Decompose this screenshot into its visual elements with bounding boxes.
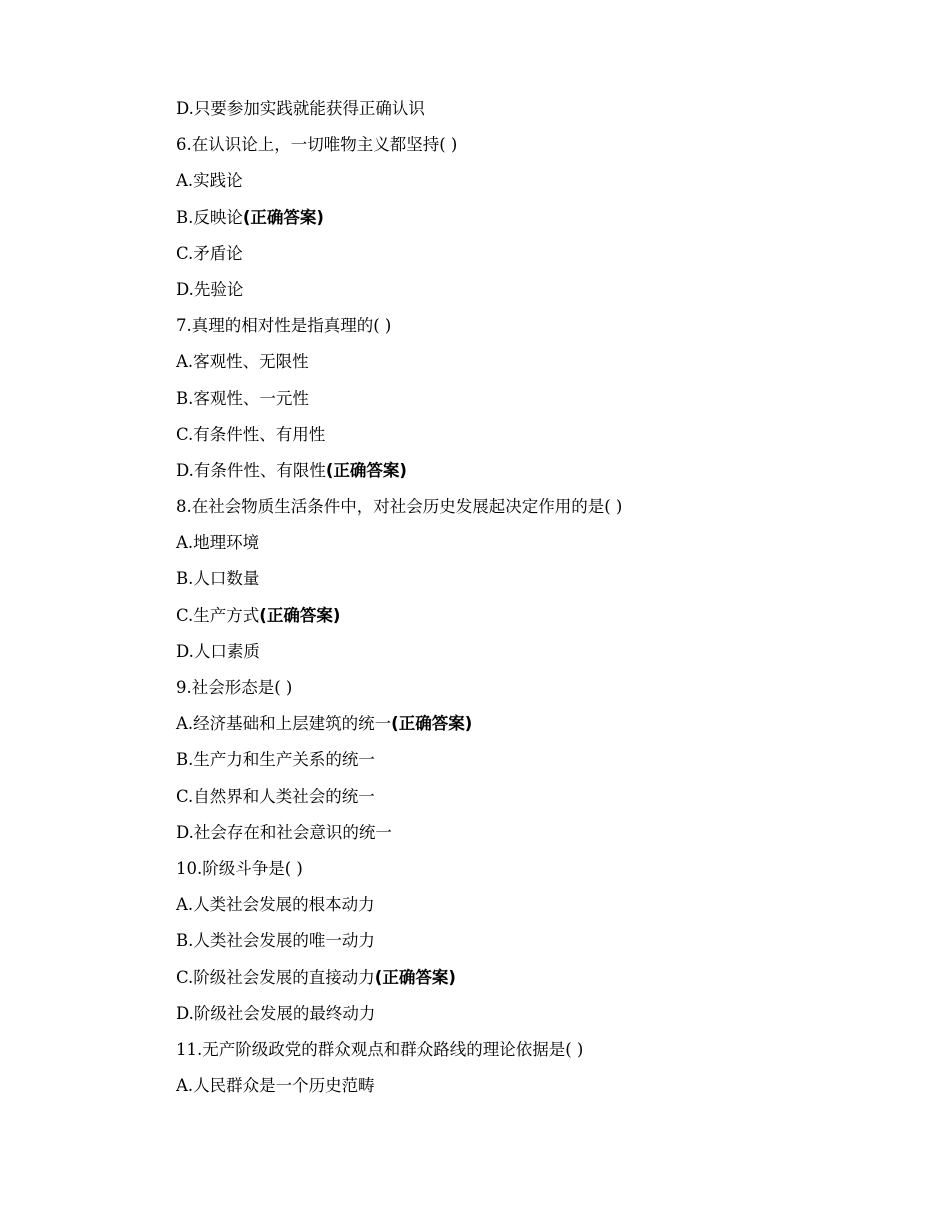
option-text: A.客观性、无限性 xyxy=(176,352,309,372)
option-text: B.人类社会发展的唯一动力 xyxy=(176,931,375,951)
option-line xyxy=(176,277,876,313)
option-text: B.反映论 xyxy=(176,207,243,227)
option-text: D.社会存在和社会意识的统一 xyxy=(176,822,392,842)
option-line xyxy=(176,205,876,241)
option-line xyxy=(176,1001,876,1037)
option-line xyxy=(176,96,876,132)
option-line xyxy=(176,386,876,422)
option-line xyxy=(176,603,876,639)
option-text: A.人民群众是一个历史范畴 xyxy=(176,1076,375,1096)
option-text: D.有条件性、有限性 xyxy=(176,460,326,480)
correct-answer-marker: (正确答案) xyxy=(259,605,341,625)
option-text: B.生产力和生产关系的统一 xyxy=(176,750,375,770)
question-text: 11.无产阶级政党的群众观点和群众路线的理论依据是( ) xyxy=(176,1039,584,1059)
option-text: C.生产方式 xyxy=(176,605,260,625)
question-text: 9.社会形态是( ) xyxy=(176,678,293,697)
question-line xyxy=(176,313,876,349)
option-text: D.只要参加实践就能获得正确认识 xyxy=(176,99,425,118)
option-line xyxy=(176,892,876,928)
option-text: B.客观性、一元性 xyxy=(176,388,309,408)
option-line xyxy=(176,530,876,566)
option-text: A.经济基础和上层建筑的统一 xyxy=(176,714,392,734)
option-line xyxy=(176,458,876,494)
option-line xyxy=(176,965,876,1001)
option-line xyxy=(176,349,876,385)
question-line xyxy=(176,1037,876,1073)
document-body xyxy=(176,96,876,1109)
option-text: C.矛盾论 xyxy=(176,243,243,263)
option-text: B.人口数量 xyxy=(176,569,260,589)
option-text: C.有条件性、有用性 xyxy=(176,424,326,444)
option-text: A.实践论 xyxy=(176,171,243,191)
correct-answer-marker: (正确答案) xyxy=(242,207,324,227)
correct-answer-marker: (正确答案) xyxy=(391,714,473,734)
option-text: C.自然界和人类社会的统一 xyxy=(176,786,375,806)
question-text: 7.真理的相对性是指真理的( ) xyxy=(176,316,392,336)
question-line xyxy=(176,675,876,711)
option-line xyxy=(176,241,876,277)
option-text: A.人类社会发展的根本动力 xyxy=(176,895,375,915)
option-line xyxy=(176,639,876,675)
option-text: D.阶级社会发展的最终动力 xyxy=(176,1003,376,1023)
option-line xyxy=(176,711,876,747)
option-line xyxy=(176,422,876,458)
option-line xyxy=(176,566,876,602)
question-line xyxy=(176,856,876,892)
question-text: 8.在社会物质生活条件中，对社会历史发展起决定作用的是( ) xyxy=(176,497,623,517)
option-text: D.先验论 xyxy=(176,279,244,299)
option-line xyxy=(176,1073,876,1109)
option-text: D.人口素质 xyxy=(176,641,260,661)
correct-answer-marker: (正确答案) xyxy=(325,460,407,480)
option-line xyxy=(176,928,876,964)
question-text: 10.阶级斗争是( ) xyxy=(176,858,303,878)
option-line xyxy=(176,168,876,204)
option-text: C.阶级社会发展的直接动力 xyxy=(176,967,375,987)
option-line xyxy=(176,747,876,783)
question-line xyxy=(176,132,876,168)
correct-answer-marker: (正确答案) xyxy=(374,967,456,987)
option-line xyxy=(176,820,876,856)
question-line xyxy=(176,494,876,530)
option-text: A.地理环境 xyxy=(176,533,260,553)
question-text: 6.在认识论上，一切唯物主义都坚持( ) xyxy=(176,135,458,155)
option-line xyxy=(176,784,876,820)
